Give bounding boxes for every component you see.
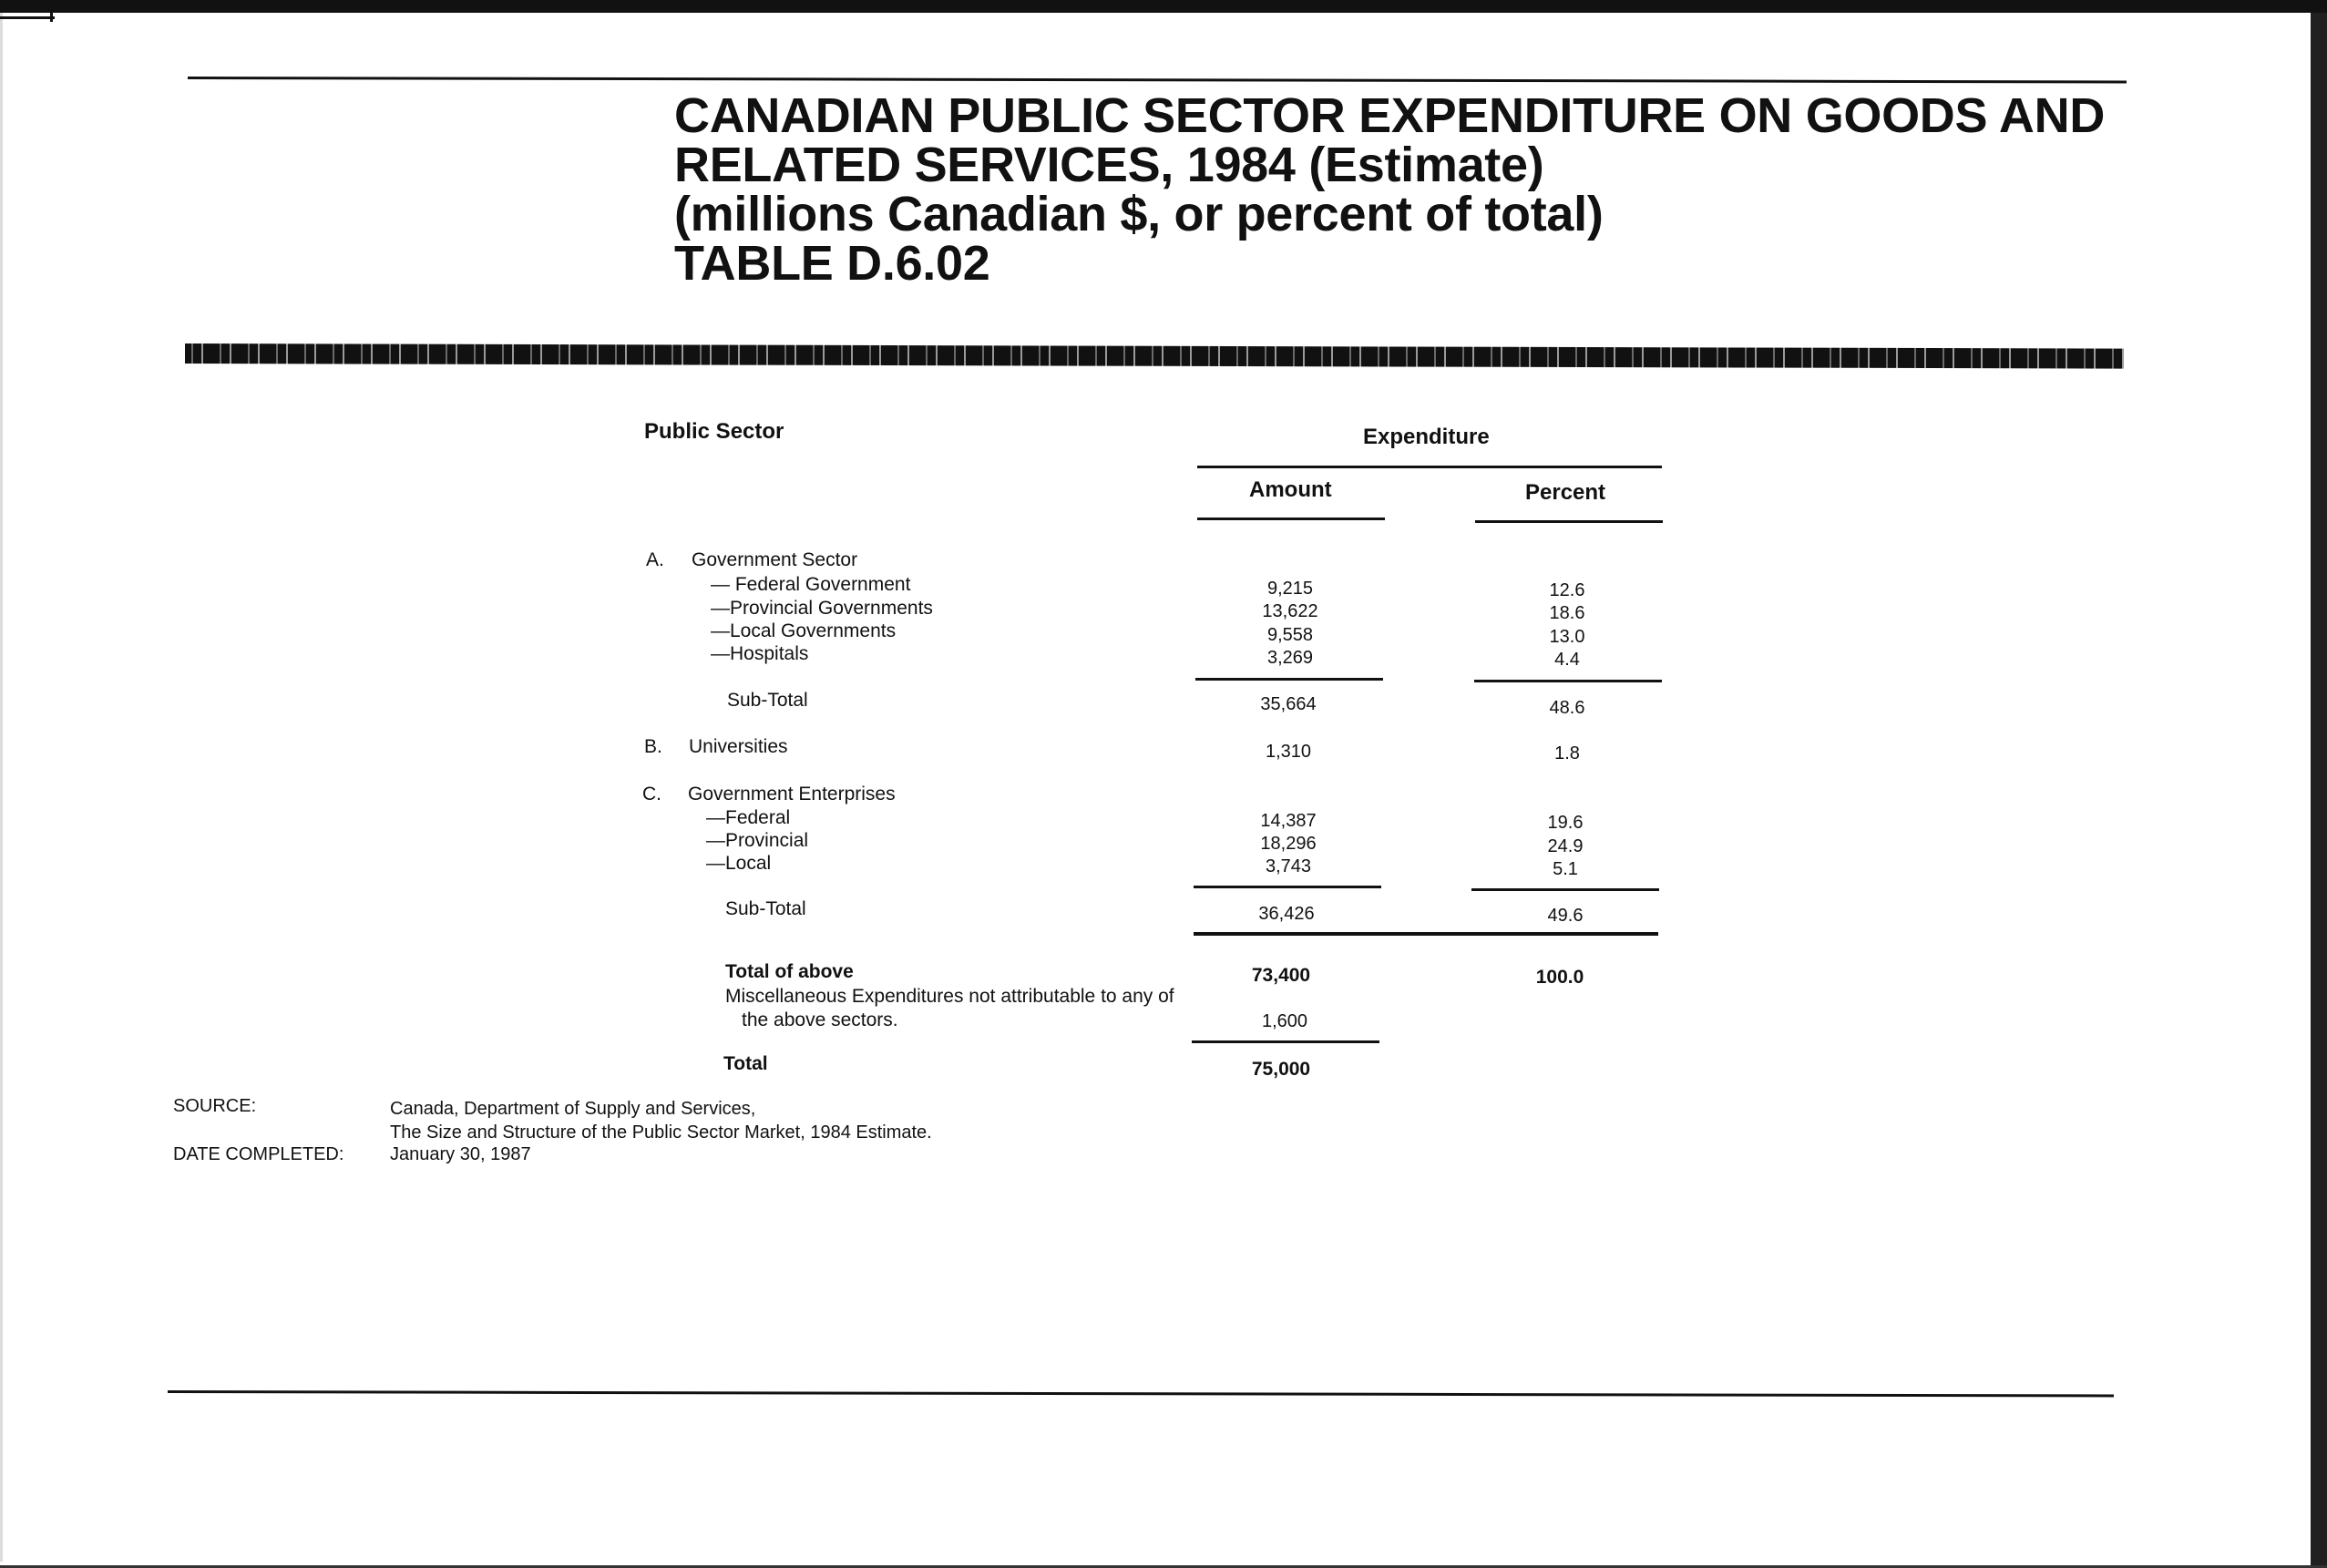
percent-header-underline: [1475, 520, 1663, 523]
amount-cell: 14,387: [1260, 811, 1317, 831]
date-completed-value: January 30, 1987: [390, 1144, 531, 1164]
scan-border-top: [0, 0, 2327, 13]
misc-label-line-2: the above sectors.: [742, 1009, 898, 1030]
amount-cell: 1,310: [1265, 742, 1312, 762]
amount-cell: 36,426: [1258, 904, 1315, 924]
grand-total-rule: [1192, 1040, 1379, 1043]
amount-cell: 73,400: [1251, 965, 1311, 986]
title-line-4: TABLE D.6.02: [674, 236, 990, 291]
row-label: —Provincial Governments: [711, 598, 933, 619]
row-label: —Federal: [706, 807, 791, 828]
section-label: Government Sector: [692, 549, 858, 570]
title-line-2: RELATED SERVICES, 1984 (Estimate): [674, 138, 1544, 192]
amount-cell: 35,664: [1260, 694, 1317, 714]
amount-subtotal-rule: [1195, 678, 1383, 681]
amount-subtotal-rule: [1194, 886, 1381, 888]
header-rule: [1197, 466, 1662, 468]
row-label: —Hospitals: [711, 643, 809, 664]
percent-cell: 19.6: [1547, 813, 1584, 833]
col-header-percent: Percent: [1525, 480, 1606, 505]
amount-cell: 1,600: [1261, 1011, 1308, 1031]
percent-cell: 48.6: [1549, 698, 1585, 718]
amount-cell: 18,296: [1260, 834, 1317, 854]
percent-cell: 13.0: [1549, 627, 1585, 647]
col-header-amount: Amount: [1249, 477, 1332, 502]
percent-cell: 4.4: [1554, 650, 1580, 670]
section-label: Government Enterprises: [688, 784, 896, 804]
percent-cell: 49.6: [1547, 906, 1584, 926]
misc-label-line-1: Miscellaneous Expenditures not attributable to any of: [725, 986, 1174, 1007]
percent-cell: 12.6: [1549, 580, 1585, 600]
percent-subtotal-rule: [1474, 680, 1662, 682]
bottom-rule: [168, 1390, 2114, 1397]
header-band: [185, 343, 2124, 369]
page-title: [674, 88, 2106, 291]
amount-cell: 75,000: [1251, 1059, 1311, 1080]
col-header-public-sector: Public Sector: [644, 419, 784, 444]
amount-cell: 9,215: [1266, 579, 1314, 599]
corner-mark: [0, 16, 55, 19]
percent-subtotal-rule: [1471, 888, 1659, 891]
subtotal-label: Sub-Total: [727, 690, 808, 711]
source-label: SOURCE:: [173, 1096, 257, 1116]
source-line-1: Canada, Department of Supply and Services,: [390, 1099, 756, 1119]
section-label: Universities: [689, 736, 788, 757]
top-rule: [188, 77, 2127, 83]
title-line-1: CANADIAN PUBLIC SECTOR EXPENDITURE ON GOODS AND: [674, 88, 2106, 143]
subtotal-label: Sub-Total: [725, 898, 806, 919]
col-header-expenditure: Expenditure: [1363, 425, 1490, 449]
amount-cell: 13,622: [1262, 601, 1318, 621]
amount-cell: 9,558: [1266, 625, 1314, 645]
title-line-3: (millions Canadian $, or percent of total): [674, 187, 1604, 241]
total-rule: [1194, 932, 1658, 936]
percent-cell: 1.8: [1554, 743, 1580, 764]
row-label: — Federal Government: [711, 574, 911, 595]
scan-border-right: [2311, 13, 2327, 1568]
amount-cell: 3,269: [1266, 648, 1314, 668]
date-completed-label: DATE COMPLETED:: [173, 1144, 344, 1164]
row-label: —Local: [706, 853, 772, 874]
scan-border-left: [0, 13, 3, 1562]
percent-cell: 24.9: [1547, 836, 1584, 856]
section-letter: A.: [646, 549, 664, 570]
source-line-2: The Size and Structure of the Public Sector Market, 1984 Estimate.: [390, 1122, 932, 1143]
row-label: —Provincial: [706, 830, 809, 851]
percent-cell: 18.6: [1549, 603, 1585, 623]
section-letter: B.: [644, 736, 662, 757]
amount-cell: 3,743: [1265, 856, 1312, 876]
corner-mark: [50, 9, 53, 22]
total-above-label: Total of above: [725, 961, 854, 982]
amount-header-underline: [1197, 518, 1385, 520]
section-letter: C.: [642, 784, 661, 804]
percent-cell: 100.0: [1535, 967, 1584, 988]
total-label: Total: [723, 1053, 768, 1074]
percent-cell: 5.1: [1553, 859, 1578, 879]
row-label: —Local Governments: [711, 620, 897, 641]
